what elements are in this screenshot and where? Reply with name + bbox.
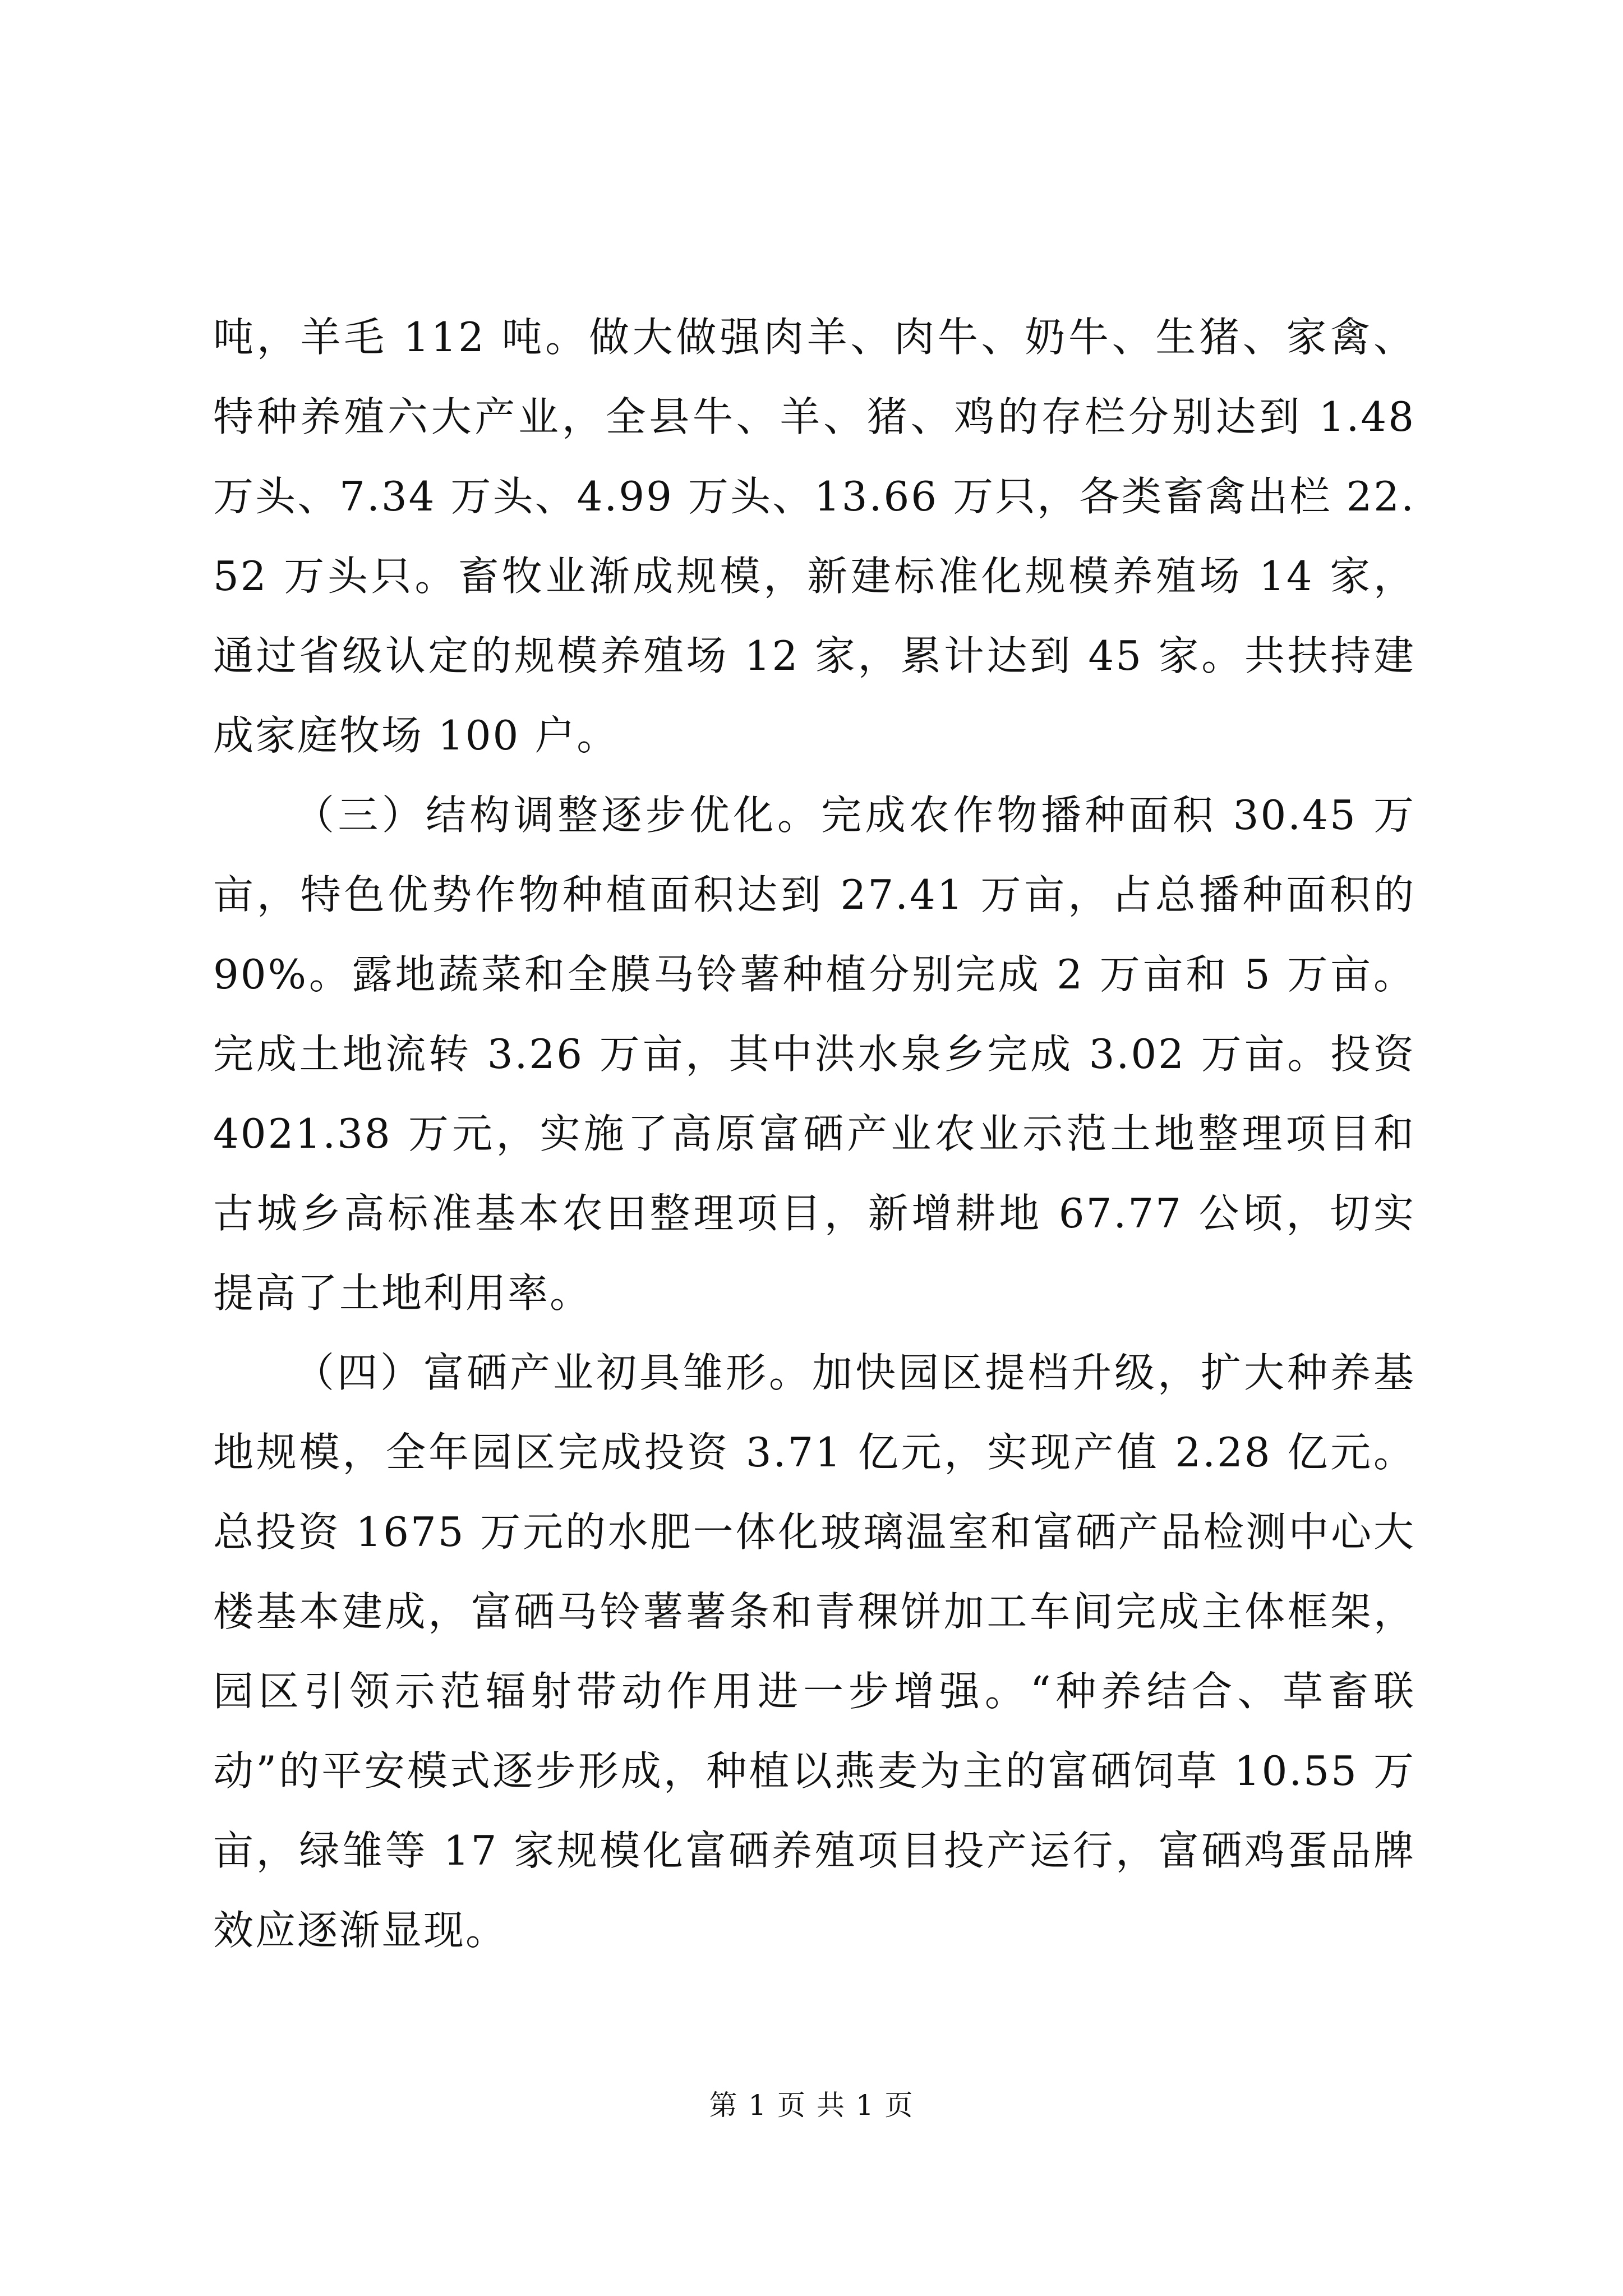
paragraph-selenium-industry: （四）富硒产业初具雏形。加快园区提档升级，扩大种养基地规模，全年园区完成投资 3.71 亿元，实现产值 2.28 亿元。总投资 1675 万元的水肥一体化玻璃温室和富硒产品检测中心大楼基本建成，富硒马铃薯薯条和青稞饼加工车间完成主体框架，园区引领示范辐射带动作用进一步增强。“种养结合、草畜联动”的平安模式逐步形成，种植以燕麦为主的富硒饲草 10.55 万亩，绿雏等 17 家规模化富硒养殖项目投产运行，富硒鸡蛋品牌效应逐渐显现。 <box>213 1349 1415 1954</box>
page-footer: 第 1 页 共 1 页 <box>709 2089 914 2122</box>
paragraph-structure-adjustment: （三）结构调整逐步优化。完成农作物播种面积 30.45 万亩，特色优势作物种植面积达到 27.41 万亩，占总播种面积的 90%。露地蔬菜和全膜马铃薯种植分别完成 2 万亩和 5 万亩。完成土地流转 3.26 万亩，其中洪水泉乡完成 3.02 万亩。投资 4021.38 万元，实施了高原富硒产业农业示范土地整理项目和古城乡高标准基本农田整理项目，新增耕地 67.77 公顷，切实提高了土地利用率。 <box>213 792 1415 1317</box>
paragraph-livestock: 吨，羊毛 112 吨。做大做强肉羊、肉牛、奶牛、生猪、家禽、特种养殖六大产业，全县牛、羊、猪、鸡的存栏分别达到 1.48 万头、7.34 万头、4.99 万头、13.66 万只，各类畜禽出栏 22.52 万头只。畜牧业渐成规模，新建标准化规模养殖场 14 家，通过省级认定的规模养殖场 12 家，累计达到 45 家。共扶持建成家庭牧场 100 户。 <box>213 314 1415 759</box>
document-body <box>213 297 1415 1970</box>
